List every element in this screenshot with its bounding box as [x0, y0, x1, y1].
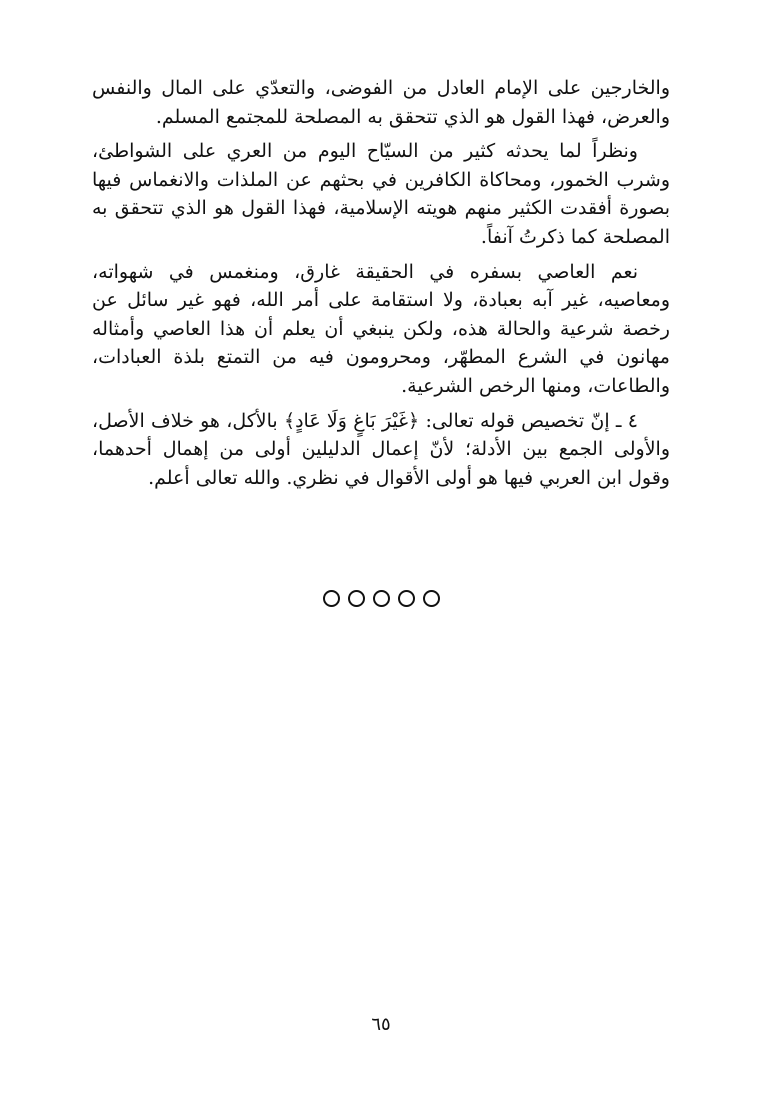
section-separator	[0, 590, 762, 607]
paragraph-point-four: ٤ ـ إنّ تخصيص قوله تعالى: ﴿غَيْرَ بَاغٍ وَلَا عَادٍ﴾ بالأكل، هو خلاف الأصل، والأولى الجمع بين الأدلة؛ لأنّ إعمال الدليلين أولى من إهمال أحدهما، وقول ابن العربي فيها هو أولى الأقوال في نظري. والله تعالى أعلم.	[92, 409, 670, 489]
page-number: ٦٥	[371, 1014, 391, 1035]
paragraph-tourists: ونظراً لما يحدثه كثير من السيّاح اليوم من العري على الشواطئ، وشرب الخمور، ومحاكاة الكافرين في بحثهم عن الملذات والانغماس فيها بصورة أفقدت الكثير منهم هويته الإسلامية، فهذا القول هو الذي تتحقق به المصلحة كما ذكرتُ آنفاً.	[92, 140, 670, 248]
separator-ring-icon	[423, 590, 440, 607]
separator-ring-icon	[398, 590, 415, 607]
separator-ring-icon	[373, 590, 390, 607]
paragraph-disobedient-traveler: نعم العاصي بسفره في الحقيقة غارق، ومنغمس في شهواته، ومعاصيه، غير آبه بعبادة، ولا استقامة على أمر الله، فهو غير سائل عن رخصة شرعية والحالة هذه، ولكن ينبغي أن يعلم أن هذا العاصي وأمثاله مهانون في الشرع المطهّر، ومحرومون فيه من التمتع بلذة العبادات، والطاعات، ومنها الرخص الشرعية.	[92, 260, 670, 397]
separator-ring-icon	[323, 590, 340, 607]
paragraph-continuation: والخارجين على الإمام العادل من الفوضى، والتعدّي على المال والنفس والعرض، فهذا القول هو الذي تتحقق به المصلحة للمجتمع المسلم.	[92, 77, 670, 128]
separator-ring-icon	[348, 590, 365, 607]
body-text	[92, 74, 670, 492]
